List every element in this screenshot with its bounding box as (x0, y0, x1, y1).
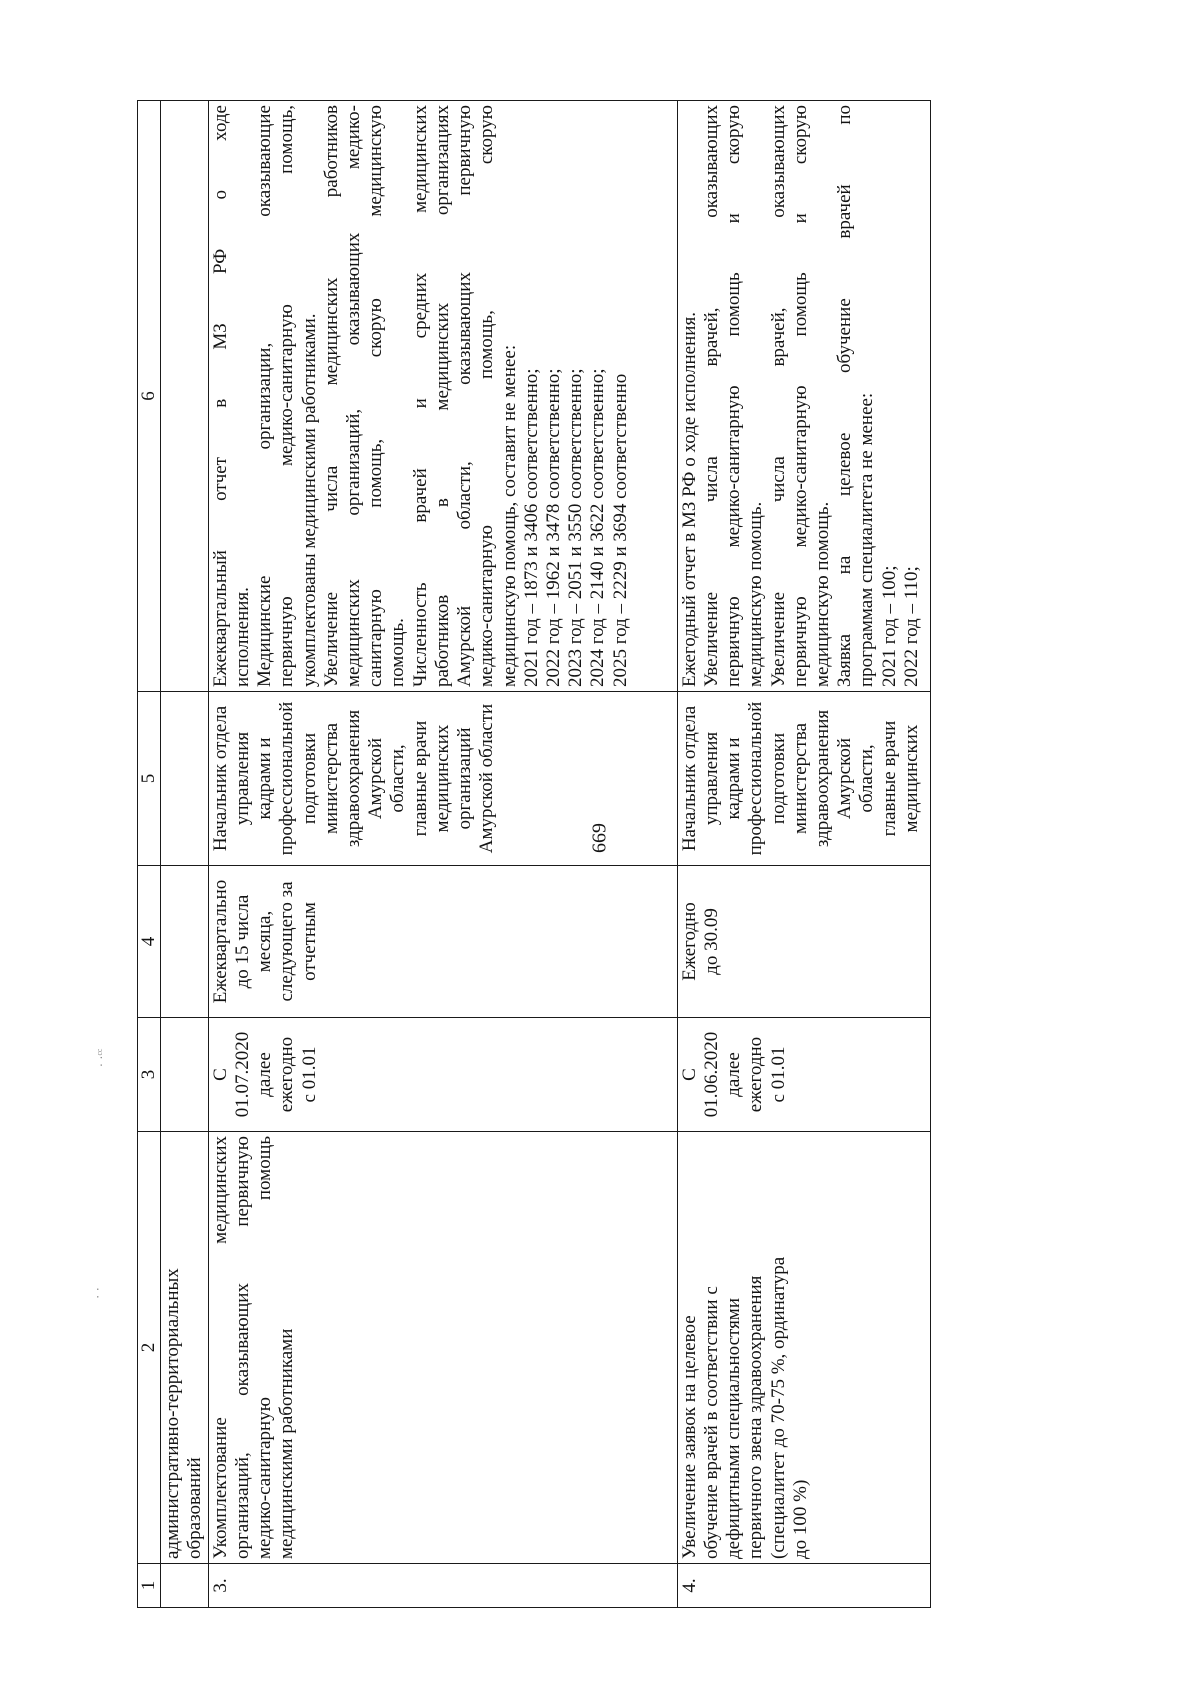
continuation-measure-cell: административно-территориальных образований (161, 1132, 208, 1564)
continuation-num-cell (161, 1564, 208, 1608)
measure-cell: Увеличение заявок на целевое обучение врачей в соответствии с дефицитными специальностями первичного звена здравоохранения (специалитет до 70-75 %, ординатура до 100 %) (677, 1132, 930, 1564)
header-col-2: 2 (138, 1132, 161, 1564)
deadline-cell: Ежеквартально до 15 числа месяца, следующего за отчетным (208, 866, 677, 1018)
term-cell: С 01.07.2020 далее ежегодно с 01.01 (208, 1018, 677, 1132)
header-col-4: 4 (138, 866, 161, 1018)
term-cell: С 01.06.2020 далее ежегодно с 01.01 (677, 1018, 930, 1132)
row-number: 4. (677, 1564, 930, 1608)
responsible-cell: Начальник отдела управления кадрами и профессиональной подготовки министерства здравоохранения Амурской области, главные врачи медицинских организаций Амурской области (208, 692, 677, 866)
header-col-3: 3 (138, 1018, 161, 1132)
header-col-5: 5 (138, 692, 161, 866)
result-cell: Ежегодный отчет в МЗ РФ о ходе исполнения. Увеличение числа врачей, оказывающих первичную медико-санитарную помощь и скорую медицинскую помощь. Увеличение числа врачей, оказывающих первичную медико-санитарную помощь и скорую медицинскую помощь. Заявка на целевое обучение врачей по программам специалитета не менее: 2021 год – 100; 2022 год – 110; (677, 101, 930, 692)
rotated-table-container (137, 100, 929, 1608)
scan-artifact: · · (89, 1287, 105, 1299)
table-row (677, 101, 930, 1608)
result-cell: Ежеквартальный отчет в МЗ РФ о ходе исполнения. Медицинские организации, оказывающие первичную медико-санитарную помощь, укомплектованы медицинскими работниками. Увеличение числа медицинских работников медицинских организаций, оказывающих медико- санитарную помощь, скорую медицинскую помощь. Численность врачей и средних медицинских работников в медицинских организациях Амурской области, оказывающих первичную медико-санитарную помощь, скорую медицинскую помощь, составит не менее: 2021 год – 1873 и 3406 соответственно; 2022 год – 1962 и 3478 соответственно; 2023 год – 2051 и 3550 соответственно; 2024 год – 2140 и 3622 соответственно; 2025 год – 2229 и 3694 соответственно (208, 101, 677, 692)
page-number: 669 (588, 823, 611, 853)
header-col-6: 6 (138, 101, 161, 692)
continuation-row (161, 101, 208, 1608)
table-row (208, 101, 677, 1608)
measure-cell: Укомплектование медицинских организаций, оказывающих первичную медико-санитарную помощь медицинскими работниками (208, 1132, 677, 1564)
scan-artifact: · ·ᶜᶜ (93, 1048, 109, 1068)
header-col-1: 1 (138, 1564, 161, 1608)
header-row (138, 101, 161, 1608)
deadline-cell: Ежегодно до 30.09 (677, 866, 930, 1018)
action-plan-table (137, 100, 931, 1608)
responsible-cell: Начальник отдела управления кадрами и профессиональной подготовки министерства здравоохранения Амурской области, главные врачи медицинских (677, 692, 930, 866)
row-number: 3. (208, 1564, 677, 1608)
